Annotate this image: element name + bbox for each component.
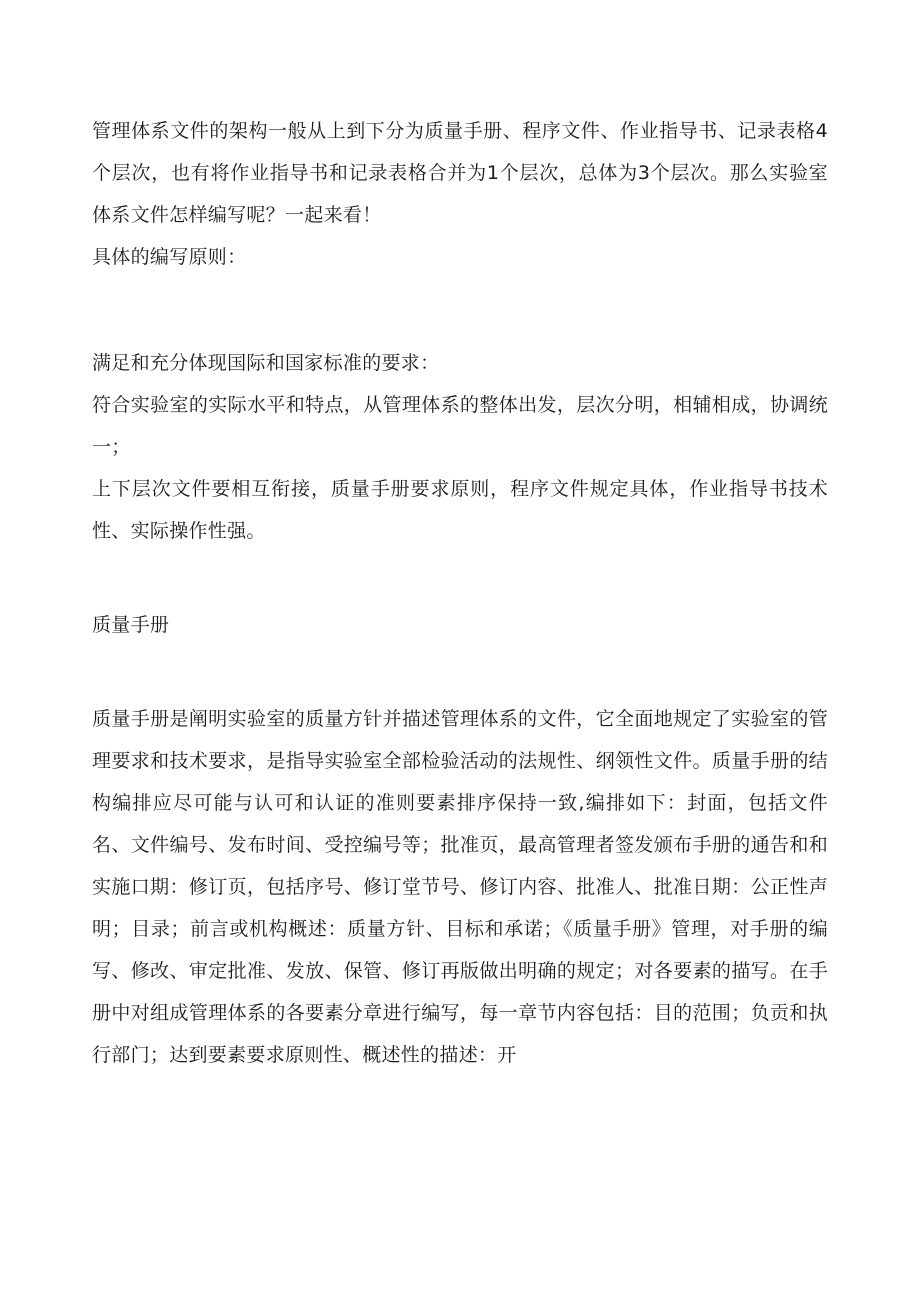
principle-item: 符合实验室的实际水平和特点，从管理体系的整体出发，层次分明，相辅相成，协调统一；: [92, 394, 828, 458]
document-page: [92, 110, 828, 1076]
principles-heading: 具体的编写原则：: [92, 246, 247, 268]
principle-item: 上下层次文件要相互衔接，质量手册要求原则，程序文件规定具体，作业指导书技术性、实际操作性强。: [92, 478, 828, 542]
manual-paragraph: 质量手册是阐明实验室的质量方针并描述管理体系的文件，它全面地规定了实验室的管理要求和技术要求，是指导实验室全部检验活动的法规性、纲领性文件。质量手册的结构编排应尽可能与认可和认证的准则要素排序保持一致,编排如下：封面，包括文件名、文件编号、发布时间、受控编号等；批准页，最高管理者签发颁布手册的通告和和实施口期：修订页，包括序号、修订堂节号、修订内容、批准人、批准日期：公正性声明；目录；前言或机构概述：质量方针、目标和承诺；《质量手册》管理，对手册的编写、修改、审定批准、发放、保管、修订再版做出明确的规定；对各要素的描写。在手册中对组成管理体系的各要素分章进行编写，每一章节内容包括：目的范围；负贡和执行部门；达到要素要求原则性、概述性的描述：开: [92, 708, 828, 1066]
principle-item: 满足和充分体现国际和国家标准的要求：: [92, 352, 440, 374]
intro-paragraph: 管理体系文件的架构一般从上到下分为质量手册、程序文件、作业指导书、记录表格4个层次，也有将作业指导书和记录表格合并为1个层次，总体为3个层次。那么实验室体系文件怎样编写呢？一起来看！: [92, 120, 828, 226]
spacer: [92, 552, 828, 604]
spacer: [92, 646, 828, 698]
section-heading: 质量手册: [92, 614, 170, 636]
spacer: [92, 278, 828, 342]
